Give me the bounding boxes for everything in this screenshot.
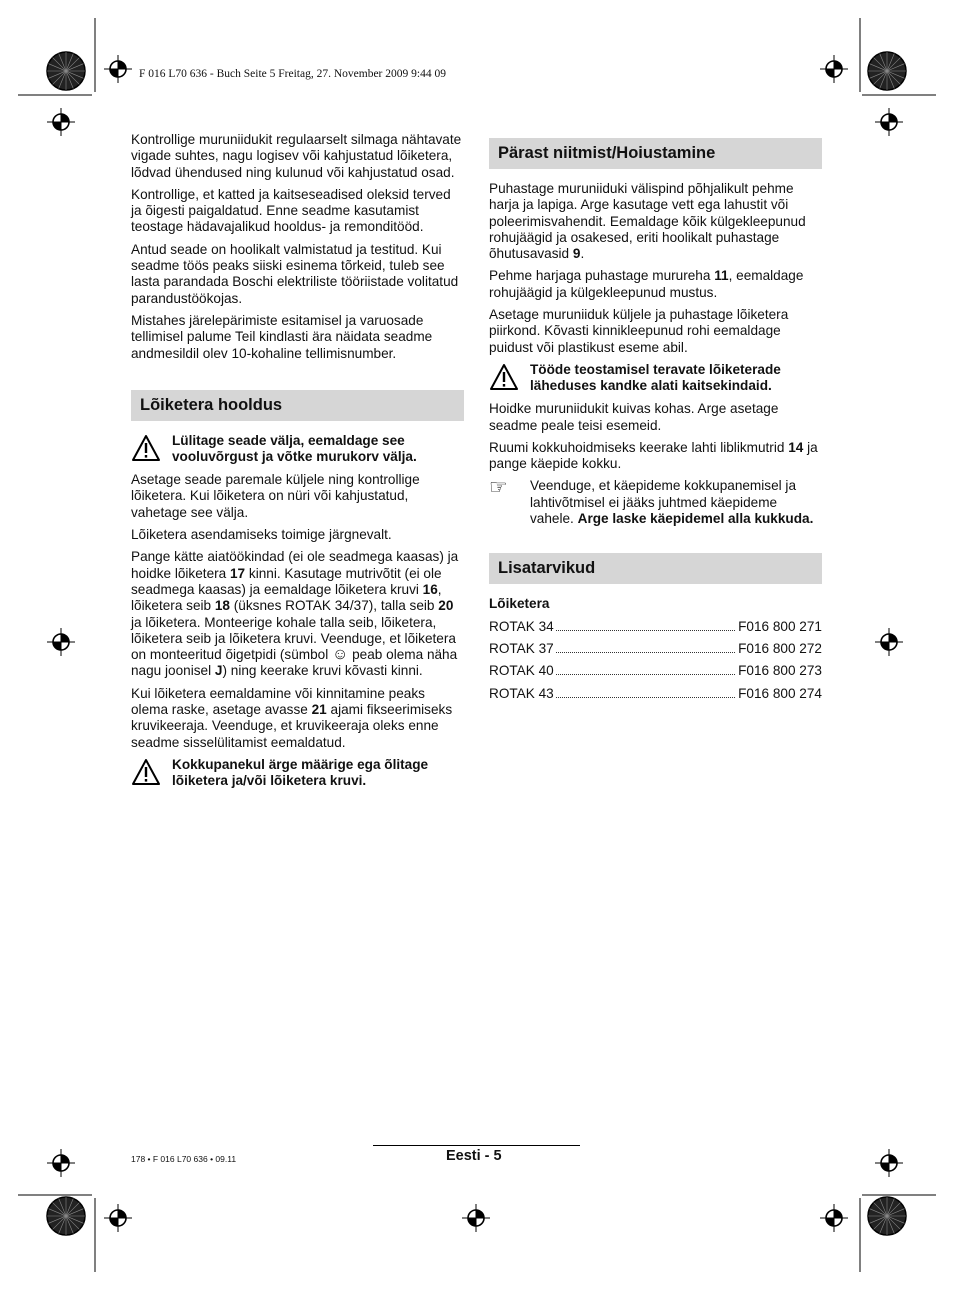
paragraph: Mistahes järelepärimiste esitamisel ja varuosade tellimisel palume Teil kindlasti ära näidata seadme andmesildil olev 10-kohaline tellimisnumber. [131,312,433,361]
model-name: ROTAK 43 [489,685,554,701]
list-item [489,663,822,679]
paragraph: Antud seade on hoolikalt valmistatud ja testitud. Kui seadme töös peaks siiski esinema tõrkeid, tuleb see lasta parandada Boschi elektriliste tööriistade volitatud parandustöökojas. [131,241,459,306]
paragraph: Lõiketera asendamiseks toimige järgnevalt. [131,527,392,543]
warning-icon [489,362,530,395]
paragraph: Pange kätte aiatöökindad (ei ole seadmega kaasas) ja hoidke lõiketera 17 kinni. Kasutage mutrivõtit (ei ole seadmega kaasas) ja eemaldage lõiketera kruvi 16, lõiketera seib 18 (üksnes ROTAK 34/37), talla seib 20 ja lõiketera. Monteerige kohale talla seib, lõiketera, lõiketera seib ja lõiketera kruvi. Veenduge, et lõiketera on monteeritud õigetpidi (sümbol ☺ peab olema näha nagu joonisel J) ning keerake kruvi kõvasti kinni. [131,549,459,679]
footer-code: 178 • F 016 L70 636 • 09.11 [131,1154,237,1164]
paragraph: Asetage seade paremale küljele ning kontrollige lõiketera. Kui lõiketera on nüri või kahjustatud, vahetage see välja. [131,472,420,520]
model-name: ROTAK 40 [489,663,554,679]
smiley-icon: ☺ [332,646,349,664]
note-block [489,478,822,527]
list-item [489,641,822,657]
paragraph: Asetage muruniiduk küljele ja puhastage lõiketera piirkond. Kõvasti kinnikleepunud rohi eemaldage puidust või plastikust eseme abil. [489,307,789,355]
part-number: F016 800 274 [738,685,822,701]
part-number: F016 800 273 [738,663,822,679]
paragraph: Kui lõiketera eemaldamine või kinnitamine peaks olema raske, asetage avasse 21 ajami fikseerimiseks kruvikeeraja. Veenduge, et kruvikeeraja oleks enne seadme sisselülitamist eemaldatud. [131,685,453,750]
warning-block [131,757,464,790]
left-column [131,132,464,796]
accessories-subtitle: Lõiketera [489,596,550,612]
page-number: Eesti - 5 [446,1148,502,1164]
section-title-accessories: Lisatarvikud [489,553,822,584]
right-column [489,138,822,708]
pointing-hand-icon: ☞ [489,476,508,500]
section-title-after-mowing: Pärast niitmist/Hoiustamine [489,138,822,169]
model-name: ROTAK 34 [489,618,554,634]
paragraph: Pehme harjaga puhastage murureha 11, eemaldage rohujäägid ja külgekleepunud mustus. [489,268,804,300]
paragraph: Kontrollige, et katted ja kaitseseadised oleksid terved ja õigesti paigaldatud. Enne seadme kasutamist teostage hädavajalikud hooldus- ja remonditööd. [131,186,451,235]
paragraph: Ruumi kokkuhoidmiseks keerake lahti liblikmutrid 14 ja pange käepide kokku. [489,439,818,472]
list-item [489,619,822,635]
part-number: F016 800 272 [738,640,822,656]
paragraph: Kontrollige muruniidukit regulaarselt silmaga nähtavate vigade suhtes, nagu logisev või kahjustatud lõiketera, lõdvad ühendused ning kulunud või kahjustatud osad. [131,132,462,180]
paragraph: Puhastage muruniiduki välispind põhjalikult pehme harja ja lapiga. Arge kasutage vett ega lahustit või poleerimisvahendit. Eemaldage kõik külgekleepunud rohujäägid ja osakesed, eriti hoolikalt puhastage õhutusavasid 9. [489,181,806,262]
print-header: F 016 L70 636 - Buch Seite 5 Freitag, 27. November 2009 9:44 09 [139,68,446,80]
paragraph: Hoidke muruniidukit kuivas kohas. Arge asetage seadme peale teisi esemeid. [489,401,779,433]
warning-text: Kokkupanekul ärge määrige ega õlitage lõiketera ja/või lõiketera kruvi. [172,756,429,789]
footer-divider [373,1145,580,1146]
warning-icon [131,757,172,790]
warning-block [131,433,464,466]
warning-text: Lülitage seade välja, eemaldage see vooluvõrgust ja võtke murukorv välja. [172,432,417,465]
warning-text: Tööde teostamisel teravate lõiketerade läheduses kandke alati kaitsekindaid. [530,361,781,394]
warning-icon [131,433,172,466]
warning-block [489,362,822,395]
part-number: F016 800 271 [738,618,822,634]
model-name: ROTAK 37 [489,640,554,656]
list-item [489,686,822,702]
note-text: Veenduge, et käepideme kokkupanemisel ja lahtivõtmisel ei jääks juhtmed käepideme vahele. Arge laske käepidemel alla kukkuda. [530,478,814,527]
section-title-blade-care: Lõiketera hooldus [131,390,464,421]
